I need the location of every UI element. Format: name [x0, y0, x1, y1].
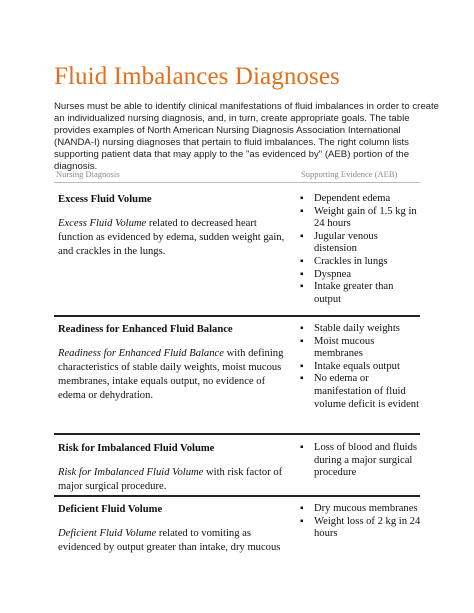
row-divider: [54, 315, 420, 317]
evidence-item: ▪ Dyspnea: [300, 269, 422, 282]
page-title: Fluid Imbalances Diagnoses: [54, 63, 340, 90]
diagnosis-description: [58, 466, 286, 494]
evidence-item: ▪ Intake greater than output: [300, 281, 422, 306]
diagnosis-name: Risk for Imbalanced Fluid Volume: [58, 467, 204, 478]
table-header: [54, 169, 420, 183]
evidence-item: ▪ Loss of blood and fluids during a major surgical procedure: [300, 442, 422, 480]
intro-paragraph: Nurses must be able to identify clinical manifestations of fluid imbalances in order to create an individualized nursing diagnosis, and, in turn, create appropriate goals. The table provides examples of North American Nursing Diagnosis Association International (NANDA-I) nursing diagnoses that pertain to fluid imbalances. The right column lists supporting patient data that may apply to the "as evidenced by" (AEB) portion of the diagnosis.: [54, 101, 440, 172]
diagnosis-description: [58, 347, 286, 403]
diagnosis-cell: [58, 323, 286, 403]
evidence-item: ▪ No edema or manifestation of fluid volume deficit is evident: [300, 373, 422, 411]
diagnosis-description: [58, 527, 286, 555]
evidence-item: ▪ Moist mucous membranes: [300, 336, 422, 361]
diagnosis-name: Readiness for Enhanced Fluid Balance: [58, 348, 224, 359]
evidence-item: ▪ Weight gain of 1.5 kg in 24 hours: [300, 206, 422, 231]
diagnosis-name: Deficient Fluid Volume: [58, 528, 157, 539]
diagnosis-cell: [58, 442, 286, 494]
column-header-evidence: Supporting Evidence (AEB): [301, 169, 398, 179]
evidence-item: ▪ Intake equals output: [300, 361, 422, 374]
diagnosis-detail: with defining characteristics of stable daily weights, moist mucous membranes, intake equals output, no evidence of edema or dehydration.: [58, 348, 284, 401]
diagnosis-heading: Deficient Fluid Volume: [58, 504, 163, 515]
evidence-item: ▪ Stable daily weights: [300, 323, 422, 336]
evidence-cell: [300, 442, 422, 480]
diagnosis-cell: [58, 193, 286, 259]
evidence-item: ▪ Dry mucous membranes: [300, 503, 422, 516]
column-header-diagnosis: Nursing Diagnosis: [56, 169, 120, 179]
diagnosis-name: Excess Fluid Volume: [58, 218, 147, 229]
row-divider: [54, 495, 420, 497]
diagnosis-detail: related to vomiting as evidenced by output greater than intake, dry mucous: [58, 528, 281, 553]
diagnosis-cell: [58, 503, 286, 555]
diagnosis-detail: with risk factor of major surgical procedure.: [58, 467, 283, 492]
diagnosis-description: [58, 217, 286, 259]
evidence-cell: [300, 503, 422, 541]
row-divider: [54, 433, 420, 435]
diagnosis-heading: Excess Fluid Volume: [58, 194, 152, 205]
evidence-cell: [300, 193, 422, 306]
diagnosis-detail: related to decreased heart function as evidenced by edema, sudden weight gain, and crackles in the lungs.: [58, 218, 285, 257]
diagnosis-heading: Readiness for Enhanced Fluid Balance: [58, 324, 233, 335]
evidence-item: ▪ Crackles in lungs: [300, 256, 422, 269]
evidence-item: ▪ Dependent edema: [300, 193, 422, 206]
evidence-cell: [300, 323, 422, 411]
evidence-item: ▪ Jugular venous distension: [300, 231, 422, 256]
evidence-item: ▪ Weight loss of 2 kg in 24 hours: [300, 516, 422, 541]
diagnosis-heading: Risk for Imbalanced Fluid Volume: [58, 443, 215, 454]
